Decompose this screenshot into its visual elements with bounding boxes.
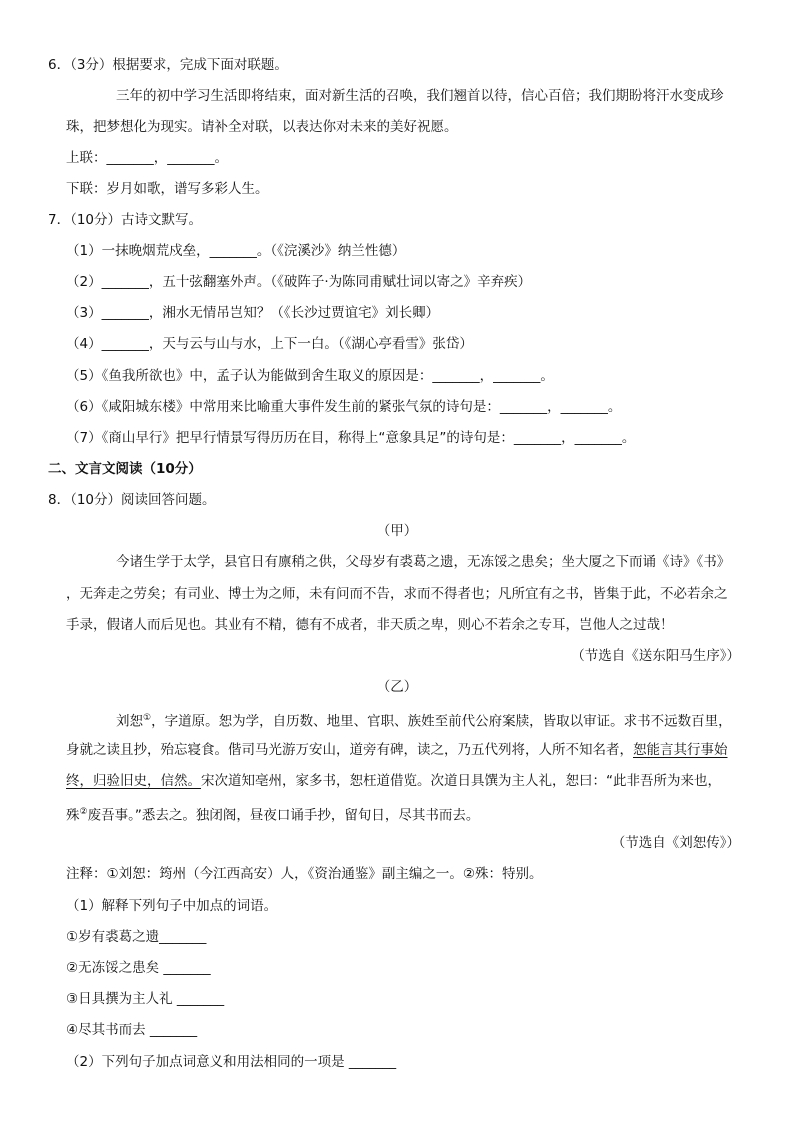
passage-yi-line1 (116, 708, 732, 732)
footnote-marker-2: ② (79, 807, 88, 817)
passage-jia-line3: 手录，假诸人而后见也。其业有不精，德有不成者，非天质之卑，则心不若余之专耳，岂他人之过哉！ (66, 617, 674, 633)
word-item-3: ③日具撰为主人礼 _______ (66, 991, 225, 1007)
passage-yi-text: 废吾事。”悉去之。独闭阁，昼夜口诵手抄，留旬日，尽其书而去。 (87, 807, 480, 824)
q7-item-2: （2）_______，五十弦翻塞外声。（《破阵子·为陈同甫赋壮词以寄之》辛弃疾） (66, 274, 532, 290)
passage-yi-line2 (66, 740, 728, 760)
q6-paragraph-line2: 珠，把梦想化为现实。请补全对联，以表达你对未来的美好祝愿。 (66, 119, 458, 135)
q7-item-6: （6）《咸阳城东楼》中常用来比喻重大事件发生前的紧张气氛的诗句是：_______，_______。 (66, 399, 622, 415)
q7-item-3: （3）_______，湘水无情吊岂知？（《长沙过贾谊宅》刘长卿） (66, 305, 440, 321)
underlined-sentence: 恕能言其行事始 (633, 742, 728, 758)
passage-yi-line4 (66, 802, 479, 826)
notes: 注释：①刘恕：筠州（今江西高安）人，《资治通鉴》副主编之一。②殊：特别。 (66, 866, 543, 882)
q8-title: 8．（10分）阅读回答问题。 (48, 492, 216, 508)
passage-jia-source: （节选自《送东阳马生序》） (571, 648, 740, 664)
passage-jia-label: （甲） (376, 523, 418, 539)
q7-item-5: （5）《鱼我所欲也》中，孟子认为能做到舍生取义的原因是：_______，_______。 (66, 368, 554, 384)
word-item-2: ②无冻馁之患矣 _______ (66, 960, 211, 976)
passage-yi-text: 宋次道知亳州，家多书，恕枉道借览。次道日具馔为主人礼，恕曰：“此非吾所为来也， (201, 773, 721, 789)
q7-title: 7．（10分）古诗文默写。 (48, 212, 203, 228)
q6-title: 6．（3分）根据要求，完成下面对联题。 (48, 57, 288, 73)
passage-jia-line1: 今诸生学于太学，县官日有廪稍之供，父母岁有裘葛之遗，无冻馁之患矣；坐大厦之下而诵《诗》《书》 (116, 554, 731, 570)
passage-yi-text: ，字道原。恕为学，自历数、地里、官职、族姓至前代公府案牍，皆取以审证。求书不远数百里， (151, 713, 732, 730)
passage-yi-label: （乙） (376, 679, 418, 695)
passage-yi-text: 殊 (66, 807, 80, 824)
passage-jia-line2: ，无奔走之劳矣；有司业、博士为之师，未有问而不告，求而不得者也；凡所宜有之书，皆集于此，不必若余之 (66, 586, 728, 602)
passage-yi-text: 刘恕 (116, 713, 143, 730)
q7-item-7: （7）《商山早行》把早行情景写得历历在目，称得上“意象具足”的诗句是：_______，_______。 (66, 430, 636, 446)
passage-yi-line3 (66, 771, 721, 791)
word-item-1: ①岁有裘葛之遗_______ (66, 929, 207, 945)
section-heading: 二、文言文阅读（10分） (48, 461, 202, 477)
q6-paragraph-line1: 三年的初中学习生活即将结束，面对新生活的召唤，我们翘首以待，信心百倍；我们期盼将汗水变成珍 (116, 88, 724, 104)
q6-shanglian: 上联：_______，_______。 (66, 150, 228, 166)
subquestion-1: （1）解释下列句子中加点的词语。 (66, 898, 278, 914)
q7-item-4: （4）_______，天与云与山与水，上下一白。（《湖心亭看雪》张岱） (66, 336, 473, 352)
word-item-4: ④尽其书而去 _______ (66, 1022, 198, 1038)
footnote-marker-1: ① (143, 713, 152, 723)
q6-xialian: 下联：岁月如歌，谱写多彩人生。 (66, 181, 269, 197)
underlined-sentence: 终，归验旧史，信然。 (66, 773, 201, 789)
q7-item-1: （1）一抹晚烟荒戍垒，_______。（《浣溪沙》纳兰性德） (66, 243, 406, 259)
passage-yi-source: （节选自《刘恕传》） (611, 835, 740, 851)
passage-yi-text: 身就之读且抄，殆忘寝食。偕司马光游万安山，道旁有碑，读之，乃五代列将，人所不知名者， (66, 742, 633, 758)
subquestion-2: （2）下列句子加点词意义和用法相同的一项是 _______ (66, 1054, 397, 1070)
